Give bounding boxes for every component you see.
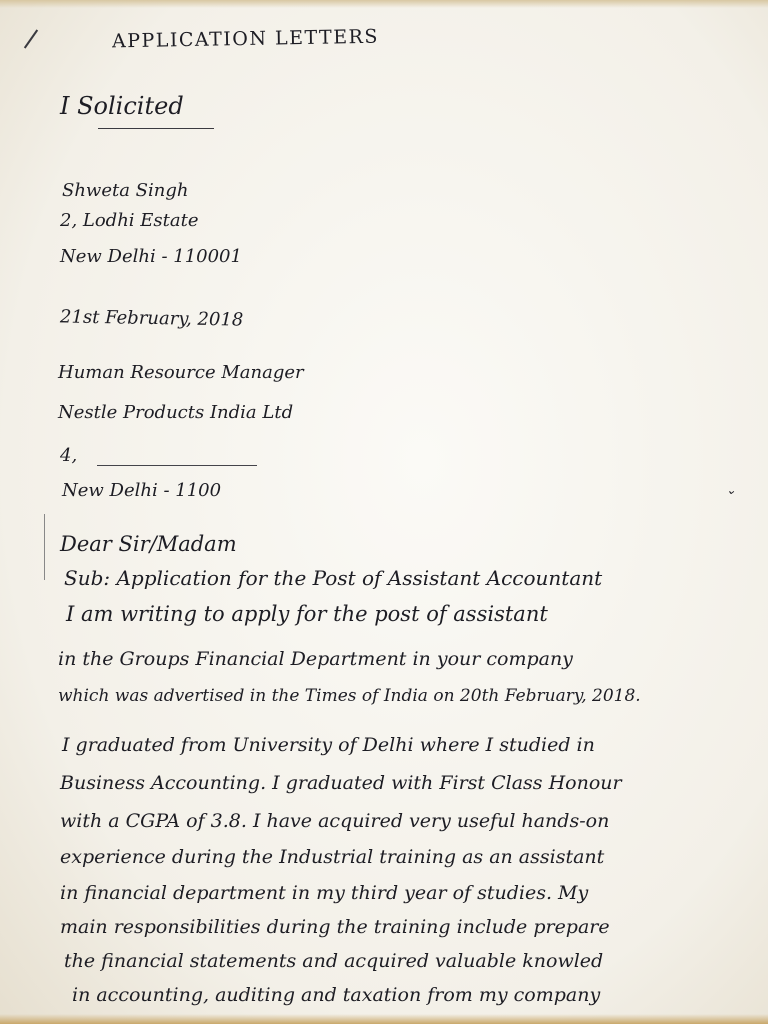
sender-name: Shweta Singh bbox=[62, 180, 189, 201]
paragraph1-line2: in the Groups Financial Department in your company bbox=[58, 648, 573, 670]
paragraph2-line1: I graduated from University of Delhi where I studied in bbox=[62, 734, 595, 756]
page-title: APPLICATION LETTERS bbox=[111, 25, 380, 53]
recipient-title: Human Resource Manager bbox=[58, 362, 304, 383]
paragraph2-line7: the financial statements and acquired valuable knowled bbox=[64, 950, 604, 972]
section-heading-underline bbox=[98, 128, 214, 129]
address-blank-line bbox=[97, 465, 257, 466]
recipient-street: 4, bbox=[60, 445, 78, 466]
paper-top-edge bbox=[0, 0, 768, 8]
letter-date: 21st February, 2018 bbox=[59, 306, 244, 331]
pen-mark bbox=[24, 29, 38, 48]
paragraph2-line2: Business Accounting. I graduated with First Class Honour bbox=[60, 772, 622, 794]
section-heading: I Solicited bbox=[60, 92, 184, 120]
margin-line bbox=[44, 514, 45, 580]
sender-address-line2: New Delhi - 110001 bbox=[60, 246, 242, 267]
recipient-city: New Delhi - 1100 bbox=[62, 480, 222, 501]
paragraph2-line5: in financial department in my third year of studies. My bbox=[60, 882, 589, 904]
margin-mark: ⌄ bbox=[726, 483, 737, 497]
sender-address-line1: 2, Lodhi Estate bbox=[60, 210, 199, 231]
paragraph2-line4: experience during the Industrial training as an assistant bbox=[60, 846, 605, 868]
salutation: Dear Sir/Madam bbox=[60, 532, 237, 556]
paragraph1-line1: I am writing to apply for the post of assistant bbox=[66, 602, 548, 626]
recipient-company: Nestle Products India Ltd bbox=[58, 402, 294, 423]
paragraph2-line6: main responsibilities during the training include prepare bbox=[60, 916, 610, 938]
paragraph2-line8: in accounting, auditing and taxation from my company bbox=[72, 984, 601, 1006]
paper-bottom-edge bbox=[0, 1014, 768, 1024]
paragraph2-line3: with a CGPA of 3.8. I have acquired very useful hands-on bbox=[60, 810, 610, 832]
subject-line: Sub: Application for the Post of Assistant Accountant bbox=[64, 566, 603, 590]
paragraph1-line3: which was advertised in the Times of India on 20th February, 2018. bbox=[58, 686, 641, 706]
